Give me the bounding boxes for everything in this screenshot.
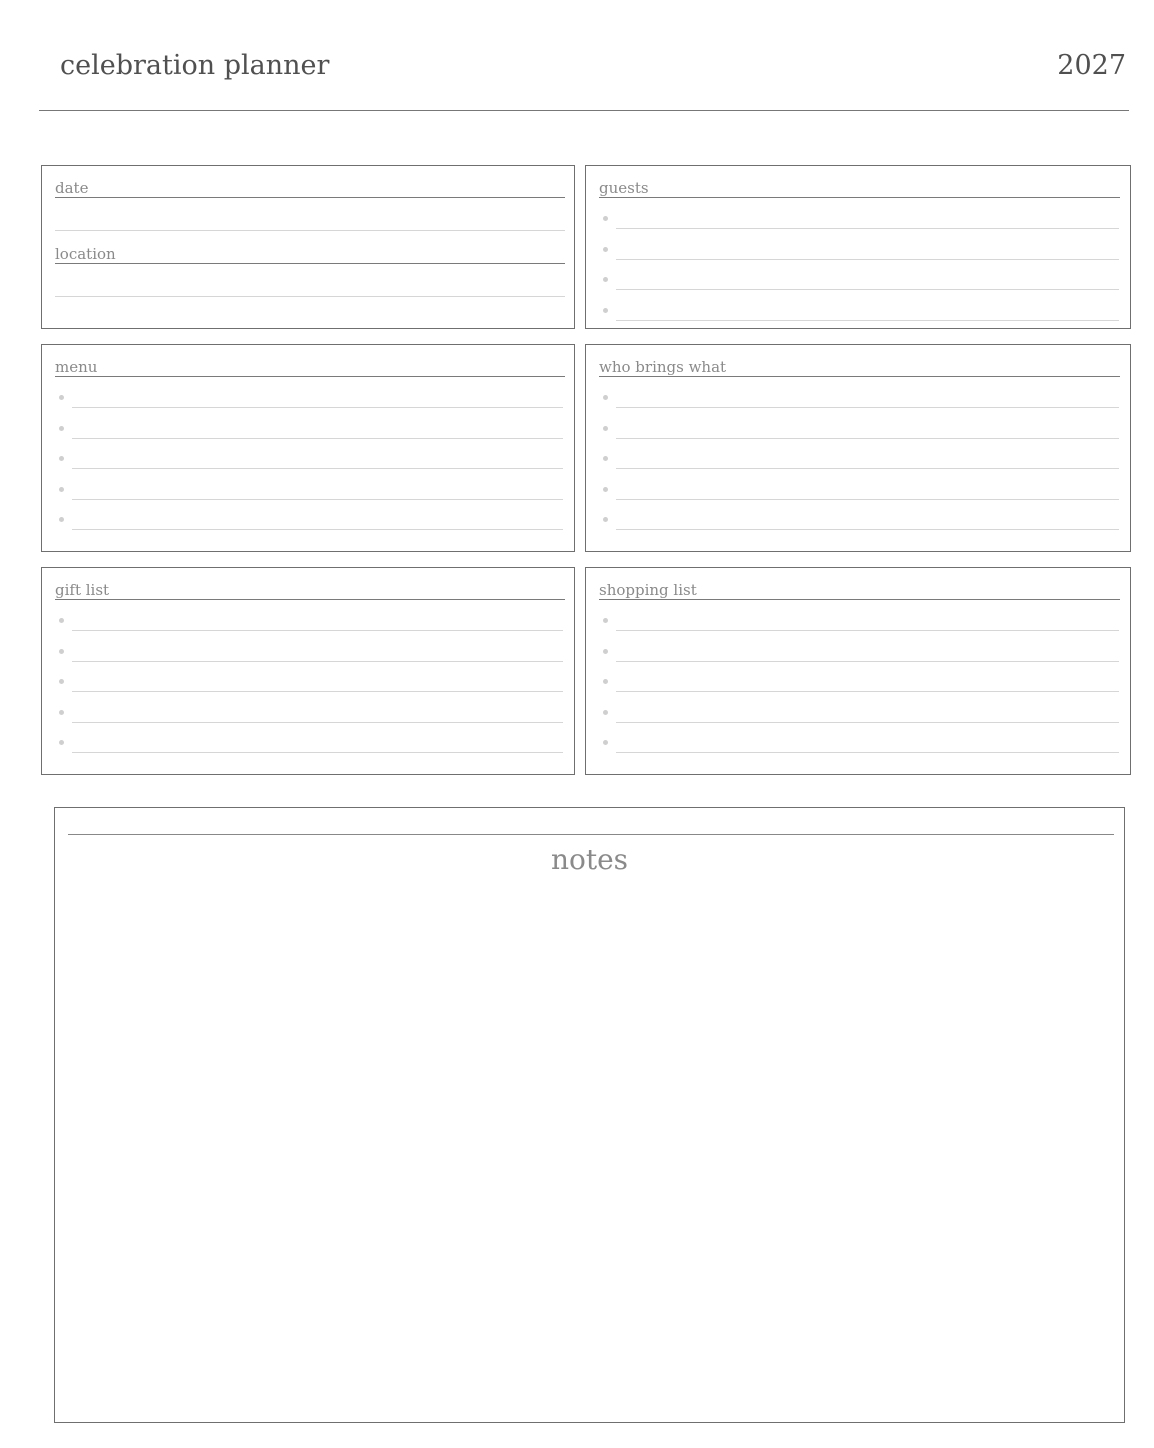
bullet-dot: [59, 649, 64, 654]
bullet-dot: [59, 517, 64, 522]
bullet-dot: [603, 618, 608, 623]
bullet-dot: [59, 740, 64, 745]
notes-title: notes: [550, 843, 629, 876]
who-brings-what-box: [585, 344, 1131, 552]
menu-box: [41, 344, 575, 552]
bullet-dot: [59, 395, 64, 400]
menu-label: menu: [55, 358, 98, 376]
guests-label-rule: [599, 197, 1120, 198]
page-title: celebration planner: [60, 50, 330, 81]
list-write-line[interactable]: [616, 259, 1119, 260]
list-write-line[interactable]: [616, 468, 1119, 469]
guests-label: guests: [599, 179, 649, 197]
gift-list-label-rule: [55, 599, 565, 600]
bullet-dot: [603, 710, 608, 715]
bullet-dot: [603, 216, 608, 221]
header-divider: [39, 110, 1129, 111]
list-write-line[interactable]: [616, 691, 1119, 692]
shopping-list-box: [585, 567, 1131, 775]
bullet-dot: [59, 426, 64, 431]
list-write-line[interactable]: [616, 752, 1119, 753]
bullet-dot: [603, 426, 608, 431]
bullet-dot: [603, 308, 608, 313]
date-write-line[interactable]: [55, 230, 565, 231]
menu-label-rule: [55, 376, 565, 377]
list-write-line[interactable]: [616, 320, 1119, 321]
list-write-line[interactable]: [72, 630, 563, 631]
bullet-dot: [603, 456, 608, 461]
location-write-line[interactable]: [55, 296, 565, 297]
list-write-line[interactable]: [72, 407, 563, 408]
list-write-line[interactable]: [72, 499, 563, 500]
bullet-dot: [59, 487, 64, 492]
bullet-dot: [59, 679, 64, 684]
bullet-dot: [59, 456, 64, 461]
who-brings-what-label-rule: [599, 376, 1120, 377]
list-write-line[interactable]: [72, 661, 563, 662]
bullet-dot: [603, 247, 608, 252]
guests-box: [585, 165, 1131, 329]
date-label-rule: [55, 197, 565, 198]
date-label: date: [55, 179, 89, 197]
bullet-dot: [603, 395, 608, 400]
page-header: [0, 0, 1154, 112]
list-write-line[interactable]: [616, 438, 1119, 439]
bullet-dot: [603, 487, 608, 492]
list-write-line[interactable]: [72, 752, 563, 753]
gift-list-box: [41, 567, 575, 775]
notes-rule: [68, 834, 1114, 835]
list-write-line[interactable]: [72, 529, 563, 530]
bullet-dot: [603, 740, 608, 745]
bullet-dot: [59, 618, 64, 623]
list-write-line[interactable]: [72, 691, 563, 692]
list-write-line[interactable]: [72, 438, 563, 439]
location-label-rule: [55, 263, 565, 264]
bullet-dot: [603, 679, 608, 684]
list-write-line[interactable]: [616, 722, 1119, 723]
list-write-line[interactable]: [616, 499, 1119, 500]
gift-list-label: gift list: [55, 581, 110, 599]
bullet-dot: [603, 277, 608, 282]
list-write-line[interactable]: [72, 468, 563, 469]
list-write-line[interactable]: [616, 289, 1119, 290]
list-write-line[interactable]: [72, 722, 563, 723]
list-write-line[interactable]: [616, 407, 1119, 408]
shopping-list-label-rule: [599, 599, 1120, 600]
notes-box[interactable]: [54, 807, 1125, 1423]
bullet-dot: [59, 710, 64, 715]
event-details-box: [41, 165, 575, 329]
bullet-dot: [603, 517, 608, 522]
list-write-line[interactable]: [616, 529, 1119, 530]
list-write-line[interactable]: [616, 630, 1119, 631]
who-brings-what-label: who brings what: [599, 358, 727, 376]
shopping-list-label: shopping list: [599, 581, 697, 599]
year-label: 2027: [1057, 50, 1126, 81]
list-write-line[interactable]: [616, 661, 1119, 662]
bullet-dot: [603, 649, 608, 654]
location-label: location: [55, 245, 116, 263]
list-write-line[interactable]: [616, 228, 1119, 229]
